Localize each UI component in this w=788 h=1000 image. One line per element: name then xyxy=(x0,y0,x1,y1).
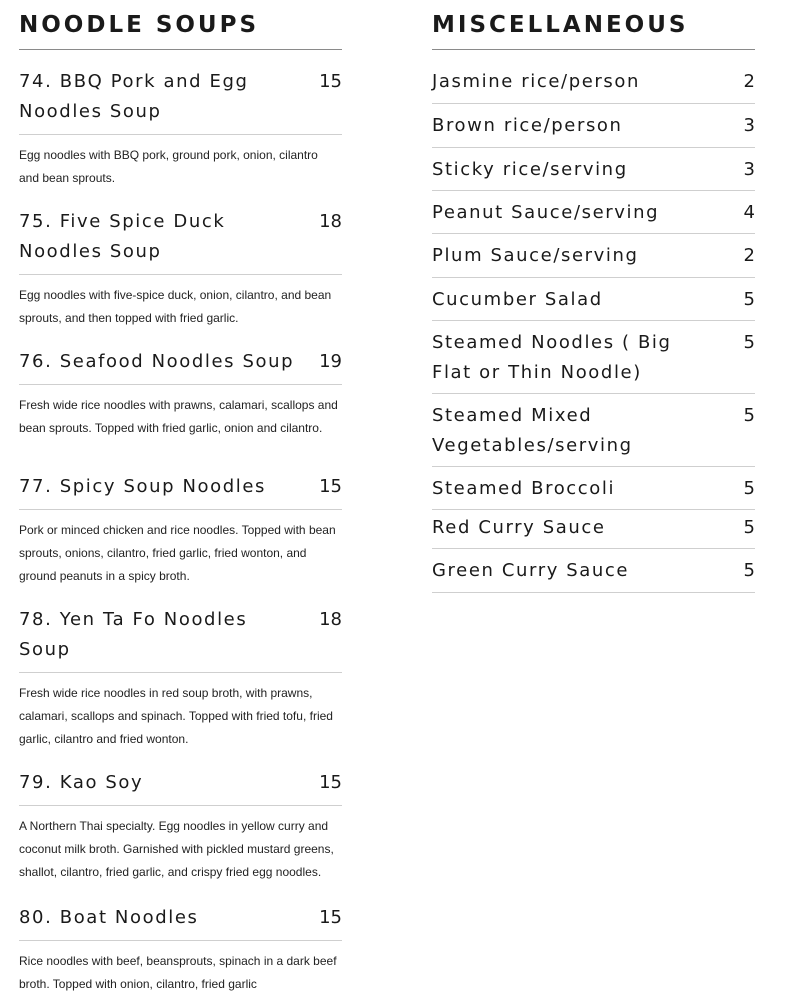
item-price: 5 xyxy=(743,332,755,353)
misc-item-steamed-mixed-vegetables xyxy=(432,401,755,461)
item-divider xyxy=(19,274,342,275)
item-description: Pork or minced chicken and rice noodles. Topped with bean sprouts, onions, cilantro, fried garlic, fried wonton, and ground peanuts in a spicy broth. xyxy=(19,523,336,583)
item-name: Jasmine rice/person xyxy=(432,71,640,92)
section-divider xyxy=(19,49,342,50)
item-name: 77. Spicy Soup Noodles xyxy=(19,476,267,497)
item-name: Plum Sauce/serving xyxy=(432,245,639,266)
item-divider xyxy=(432,592,755,593)
item-name: 80. Boat Noodles xyxy=(19,907,199,928)
item-price: 5 xyxy=(743,560,755,581)
item-price: 15 xyxy=(319,907,342,928)
item-name: Steamed Noodles ( Big Flat or Thin Noodle) xyxy=(432,332,672,383)
item-divider xyxy=(19,134,342,135)
misc-item-sticky-rice xyxy=(432,155,755,185)
menu-item-74 xyxy=(19,67,342,190)
item-price: 5 xyxy=(743,478,755,499)
noodle-soups-title: NOODLE SOUPS xyxy=(19,12,260,38)
item-price: 15 xyxy=(319,476,342,497)
item-name: 78. Yen Ta Fo Noodles Soup xyxy=(19,609,248,660)
item-price: 18 xyxy=(319,609,342,630)
item-price: 18 xyxy=(319,211,342,232)
item-divider xyxy=(19,509,342,510)
item-name: 74. BBQ Pork and Egg Noodles Soup xyxy=(19,71,249,122)
item-divider xyxy=(432,147,755,148)
misc-item-jasmine-rice xyxy=(432,67,755,97)
item-name: Steamed Broccoli xyxy=(432,478,616,499)
item-name: 79. Kao Soy xyxy=(19,772,144,793)
menu-item-75 xyxy=(19,207,342,330)
item-description: Egg noodles with BBQ pork, ground pork, onion, cilantro and bean sprouts. xyxy=(19,148,318,185)
item-name: Sticky rice/serving xyxy=(432,159,628,180)
item-price: 19 xyxy=(319,351,342,372)
item-name: Steamed Mixed Vegetables/serving xyxy=(432,405,633,456)
miscellaneous-title: MISCELLANEOUS xyxy=(432,12,689,38)
item-divider xyxy=(432,103,755,104)
item-price: 2 xyxy=(743,245,755,266)
item-description: A Northern Thai specialty. Egg noodles in yellow curry and coconut milk broth. Garnished with pickled mustard greens, shallot, cilantro, fried garlic, and crispy fried egg noodles. xyxy=(19,819,334,879)
item-name: 76. Seafood Noodles Soup xyxy=(19,351,295,372)
item-name: Red Curry Sauce xyxy=(432,517,606,538)
item-price: 5 xyxy=(743,289,755,310)
item-name: Green Curry Sauce xyxy=(432,560,630,581)
menu-item-80 xyxy=(19,903,342,996)
misc-item-steamed-broccoli xyxy=(432,474,755,504)
item-divider xyxy=(432,509,755,510)
item-divider xyxy=(19,672,342,673)
item-description: Fresh wide rice noodles with prawns, calamari, scallops and bean sprouts. Topped with fried garlic, onion and cilantro. xyxy=(19,398,338,435)
item-description: Egg noodles with five-spice duck, onion, cilantro, and bean sprouts, and then topped with fried garlic. xyxy=(19,288,332,325)
item-divider xyxy=(432,277,755,278)
menu-item-76 xyxy=(19,347,342,440)
item-divider xyxy=(432,190,755,191)
item-divider xyxy=(432,548,755,549)
item-divider xyxy=(19,384,342,385)
misc-item-cucumber-salad xyxy=(432,285,755,315)
misc-item-steamed-noodles xyxy=(432,328,755,388)
item-price: 15 xyxy=(319,772,342,793)
misc-item-plum-sauce xyxy=(432,241,755,271)
item-price: 3 xyxy=(743,159,755,180)
item-name: 75. Five Spice Duck Noodles Soup xyxy=(19,211,226,262)
item-description: Fresh wide rice noodles in red soup broth, with prawns, calamari, scallops and spinach. Topped with fried tofu, fried garlic, cilantro and fried wonton. xyxy=(19,686,333,746)
item-divider xyxy=(19,940,342,941)
item-price: 3 xyxy=(743,115,755,136)
item-price: 15 xyxy=(319,71,342,92)
menu-item-79 xyxy=(19,768,342,884)
item-name: Brown rice/person xyxy=(432,115,623,136)
item-divider xyxy=(432,233,755,234)
misc-item-green-curry-sauce xyxy=(432,556,755,586)
misc-item-red-curry-sauce xyxy=(432,513,755,543)
menu-item-77 xyxy=(19,472,342,588)
section-divider xyxy=(432,49,755,50)
item-name: Peanut Sauce/serving xyxy=(432,202,660,223)
item-divider xyxy=(19,805,342,806)
item-price: 5 xyxy=(743,405,755,426)
misc-item-brown-rice xyxy=(432,111,755,141)
item-description: Rice noodles with beef, beansprouts, spinach in a dark beef broth. Topped with onion, cilantro, fried garlic xyxy=(19,954,337,991)
item-divider xyxy=(432,320,755,321)
misc-item-peanut-sauce xyxy=(432,198,755,228)
item-divider xyxy=(432,393,755,394)
item-price: 2 xyxy=(743,71,755,92)
item-price: 5 xyxy=(743,517,755,538)
item-name: Cucumber Salad xyxy=(432,289,603,310)
item-price: 4 xyxy=(743,202,755,223)
item-divider xyxy=(432,466,755,467)
menu-item-78 xyxy=(19,605,342,751)
